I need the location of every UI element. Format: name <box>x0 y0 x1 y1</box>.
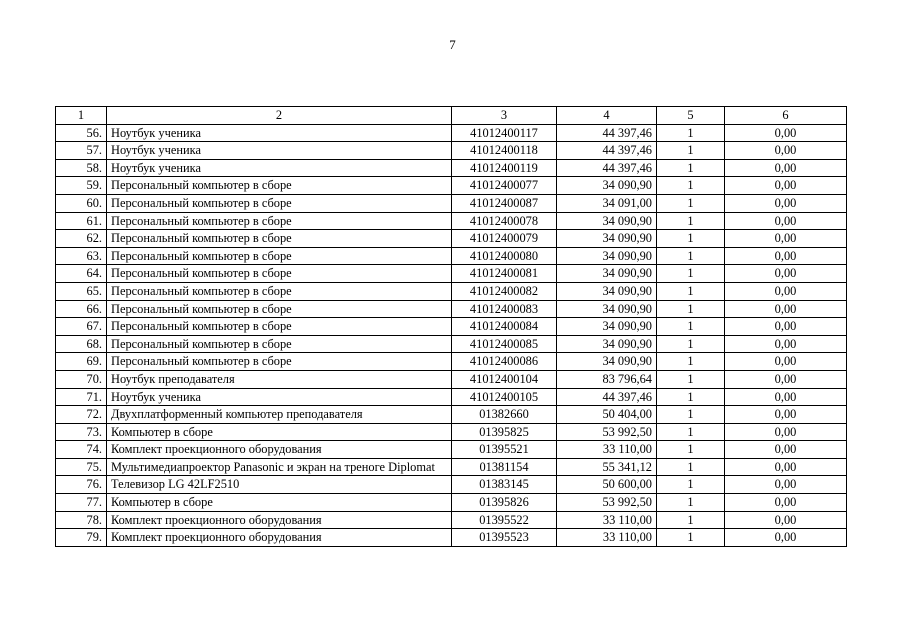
residual-value: 0,00 <box>725 177 847 195</box>
row-number: 75. <box>56 458 107 476</box>
item-quantity: 1 <box>657 458 725 476</box>
residual-value: 0,00 <box>725 529 847 547</box>
table-row <box>56 335 847 353</box>
inventory-number: 41012400119 <box>452 159 557 177</box>
item-price: 55 341,12 <box>557 458 657 476</box>
item-name: Персональный компьютер в сборе <box>107 353 452 371</box>
item-price: 50 600,00 <box>557 476 657 494</box>
item-price: 44 397,46 <box>557 142 657 160</box>
item-quantity: 1 <box>657 441 725 459</box>
item-name: Персональный компьютер в сборе <box>107 194 452 212</box>
row-number: 69. <box>56 353 107 371</box>
row-number: 73. <box>56 423 107 441</box>
inventory-number: 41012400080 <box>452 247 557 265</box>
inventory-number: 01381154 <box>452 458 557 476</box>
header-col-1: 1 <box>56 107 107 125</box>
item-price: 34 090,90 <box>557 335 657 353</box>
inventory-number: 01382660 <box>452 406 557 424</box>
row-number: 74. <box>56 441 107 459</box>
inventory-number: 41012400079 <box>452 230 557 248</box>
residual-value: 0,00 <box>725 300 847 318</box>
item-quantity: 1 <box>657 177 725 195</box>
item-quantity: 1 <box>657 388 725 406</box>
table-row <box>56 142 847 160</box>
residual-value: 0,00 <box>725 159 847 177</box>
inventory-number: 41012400086 <box>452 353 557 371</box>
row-number: 67. <box>56 318 107 336</box>
item-quantity: 1 <box>657 300 725 318</box>
inventory-table <box>55 106 847 547</box>
page-number: 7 <box>449 37 456 52</box>
row-number: 60. <box>56 194 107 212</box>
item-price: 34 091,00 <box>557 194 657 212</box>
inventory-number: 41012400085 <box>452 335 557 353</box>
header-col-5: 5 <box>657 107 725 125</box>
item-price: 34 090,90 <box>557 265 657 283</box>
item-price: 34 090,90 <box>557 282 657 300</box>
row-number: 61. <box>56 212 107 230</box>
row-number: 78. <box>56 511 107 529</box>
item-name: Комплект проекционного оборудования <box>107 529 452 547</box>
item-quantity: 1 <box>657 494 725 512</box>
item-price: 50 404,00 <box>557 406 657 424</box>
table-row <box>56 458 847 476</box>
item-name: Ноутбук ученика <box>107 388 452 406</box>
table-row <box>56 476 847 494</box>
item-quantity: 1 <box>657 124 725 142</box>
inventory-number: 41012400082 <box>452 282 557 300</box>
table-row <box>56 318 847 336</box>
residual-value: 0,00 <box>725 423 847 441</box>
residual-value: 0,00 <box>725 335 847 353</box>
item-name: Комплект проекционного оборудования <box>107 511 452 529</box>
item-quantity: 1 <box>657 353 725 371</box>
table-row <box>56 159 847 177</box>
row-number: 71. <box>56 388 107 406</box>
item-name: Персональный компьютер в сборе <box>107 177 452 195</box>
residual-value: 0,00 <box>725 458 847 476</box>
item-price: 53 992,50 <box>557 494 657 512</box>
item-name: Персональный компьютер в сборе <box>107 212 452 230</box>
item-name: Мультимедиапроектор Panasonic и экран на треноге Diplomat <box>107 458 452 476</box>
item-quantity: 1 <box>657 318 725 336</box>
item-quantity: 1 <box>657 511 725 529</box>
residual-value: 0,00 <box>725 142 847 160</box>
inventory-number: 41012400118 <box>452 142 557 160</box>
item-name: Персональный компьютер в сборе <box>107 282 452 300</box>
header-col-6: 6 <box>725 107 847 125</box>
table-row <box>56 511 847 529</box>
item-name: Персональный компьютер в сборе <box>107 300 452 318</box>
table-header-row <box>56 107 847 125</box>
item-quantity: 1 <box>657 406 725 424</box>
residual-value: 0,00 <box>725 441 847 459</box>
residual-value: 0,00 <box>725 494 847 512</box>
table-row <box>56 212 847 230</box>
inventory-number: 41012400083 <box>452 300 557 318</box>
row-number: 66. <box>56 300 107 318</box>
table-row <box>56 423 847 441</box>
item-price: 44 397,46 <box>557 124 657 142</box>
table-row <box>56 265 847 283</box>
row-number: 59. <box>56 177 107 195</box>
item-quantity: 1 <box>657 423 725 441</box>
item-name: Персональный компьютер в сборе <box>107 318 452 336</box>
inventory-number: 41012400104 <box>452 370 557 388</box>
row-number: 70. <box>56 370 107 388</box>
table-row <box>56 370 847 388</box>
inventory-number: 01395826 <box>452 494 557 512</box>
row-number: 72. <box>56 406 107 424</box>
item-quantity: 1 <box>657 212 725 230</box>
item-name: Ноутбук ученика <box>107 124 452 142</box>
item-name: Компьютер в сборе <box>107 494 452 512</box>
item-name: Ноутбук ученика <box>107 159 452 177</box>
inventory-number: 41012400078 <box>452 212 557 230</box>
item-quantity: 1 <box>657 476 725 494</box>
residual-value: 0,00 <box>725 353 847 371</box>
table-row <box>56 388 847 406</box>
residual-value: 0,00 <box>725 476 847 494</box>
item-name: Ноутбук ученика <box>107 142 452 160</box>
table-row <box>56 300 847 318</box>
item-quantity: 1 <box>657 370 725 388</box>
row-number: 56. <box>56 124 107 142</box>
item-price: 34 090,90 <box>557 247 657 265</box>
row-number: 58. <box>56 159 107 177</box>
inventory-number: 41012400087 <box>452 194 557 212</box>
row-number: 57. <box>56 142 107 160</box>
item-price: 44 397,46 <box>557 388 657 406</box>
residual-value: 0,00 <box>725 388 847 406</box>
table-row <box>56 194 847 212</box>
inventory-number: 01383145 <box>452 476 557 494</box>
header-col-4: 4 <box>557 107 657 125</box>
residual-value: 0,00 <box>725 406 847 424</box>
row-number: 76. <box>56 476 107 494</box>
residual-value: 0,00 <box>725 370 847 388</box>
row-number: 77. <box>56 494 107 512</box>
header-col-3: 3 <box>452 107 557 125</box>
table-row <box>56 177 847 195</box>
row-number: 62. <box>56 230 107 248</box>
item-price: 34 090,90 <box>557 230 657 248</box>
item-price: 33 110,00 <box>557 529 657 547</box>
item-price: 34 090,90 <box>557 300 657 318</box>
residual-value: 0,00 <box>725 212 847 230</box>
header-col-2: 2 <box>107 107 452 125</box>
item-quantity: 1 <box>657 159 725 177</box>
item-price: 34 090,90 <box>557 353 657 371</box>
item-price: 83 796,64 <box>557 370 657 388</box>
item-quantity: 1 <box>657 194 725 212</box>
item-quantity: 1 <box>657 335 725 353</box>
item-name: Персональный компьютер в сборе <box>107 335 452 353</box>
table-row <box>56 441 847 459</box>
row-number: 64. <box>56 265 107 283</box>
table-row <box>56 230 847 248</box>
table-row <box>56 529 847 547</box>
item-quantity: 1 <box>657 529 725 547</box>
item-name: Персональный компьютер в сборе <box>107 230 452 248</box>
table-row <box>56 494 847 512</box>
inventory-number: 41012400117 <box>452 124 557 142</box>
item-quantity: 1 <box>657 142 725 160</box>
table-row <box>56 282 847 300</box>
row-number: 68. <box>56 335 107 353</box>
table-row <box>56 353 847 371</box>
item-name: Персональный компьютер в сборе <box>107 247 452 265</box>
inventory-number: 01395522 <box>452 511 557 529</box>
item-price: 34 090,90 <box>557 212 657 230</box>
item-name: Телевизор LG 42LF2510 <box>107 476 452 494</box>
residual-value: 0,00 <box>725 124 847 142</box>
item-quantity: 1 <box>657 265 725 283</box>
item-price: 34 090,90 <box>557 177 657 195</box>
item-price: 44 397,46 <box>557 159 657 177</box>
item-name: Двухплатформенный компьютер преподавателя <box>107 406 452 424</box>
item-quantity: 1 <box>657 247 725 265</box>
item-price: 34 090,90 <box>557 318 657 336</box>
inventory-number: 41012400081 <box>452 265 557 283</box>
residual-value: 0,00 <box>725 282 847 300</box>
residual-value: 0,00 <box>725 230 847 248</box>
item-price: 33 110,00 <box>557 511 657 529</box>
item-quantity: 1 <box>657 282 725 300</box>
residual-value: 0,00 <box>725 194 847 212</box>
item-name: Ноутбук преподавателя <box>107 370 452 388</box>
inventory-number: 01395521 <box>452 441 557 459</box>
item-name: Компьютер в сборе <box>107 423 452 441</box>
item-name: Комплект проекционного оборудования <box>107 441 452 459</box>
residual-value: 0,00 <box>725 511 847 529</box>
residual-value: 0,00 <box>725 247 847 265</box>
inventory-number: 41012400084 <box>452 318 557 336</box>
table-row <box>56 247 847 265</box>
residual-value: 0,00 <box>725 318 847 336</box>
residual-value: 0,00 <box>725 265 847 283</box>
row-number: 63. <box>56 247 107 265</box>
inventory-number: 01395825 <box>452 423 557 441</box>
inventory-number: 41012400077 <box>452 177 557 195</box>
table-row <box>56 124 847 142</box>
item-price: 33 110,00 <box>557 441 657 459</box>
item-name: Персональный компьютер в сборе <box>107 265 452 283</box>
inventory-number: 01395523 <box>452 529 557 547</box>
inventory-number: 41012400105 <box>452 388 557 406</box>
table-row <box>56 406 847 424</box>
row-number: 79. <box>56 529 107 547</box>
row-number: 65. <box>56 282 107 300</box>
item-price: 53 992,50 <box>557 423 657 441</box>
item-quantity: 1 <box>657 230 725 248</box>
